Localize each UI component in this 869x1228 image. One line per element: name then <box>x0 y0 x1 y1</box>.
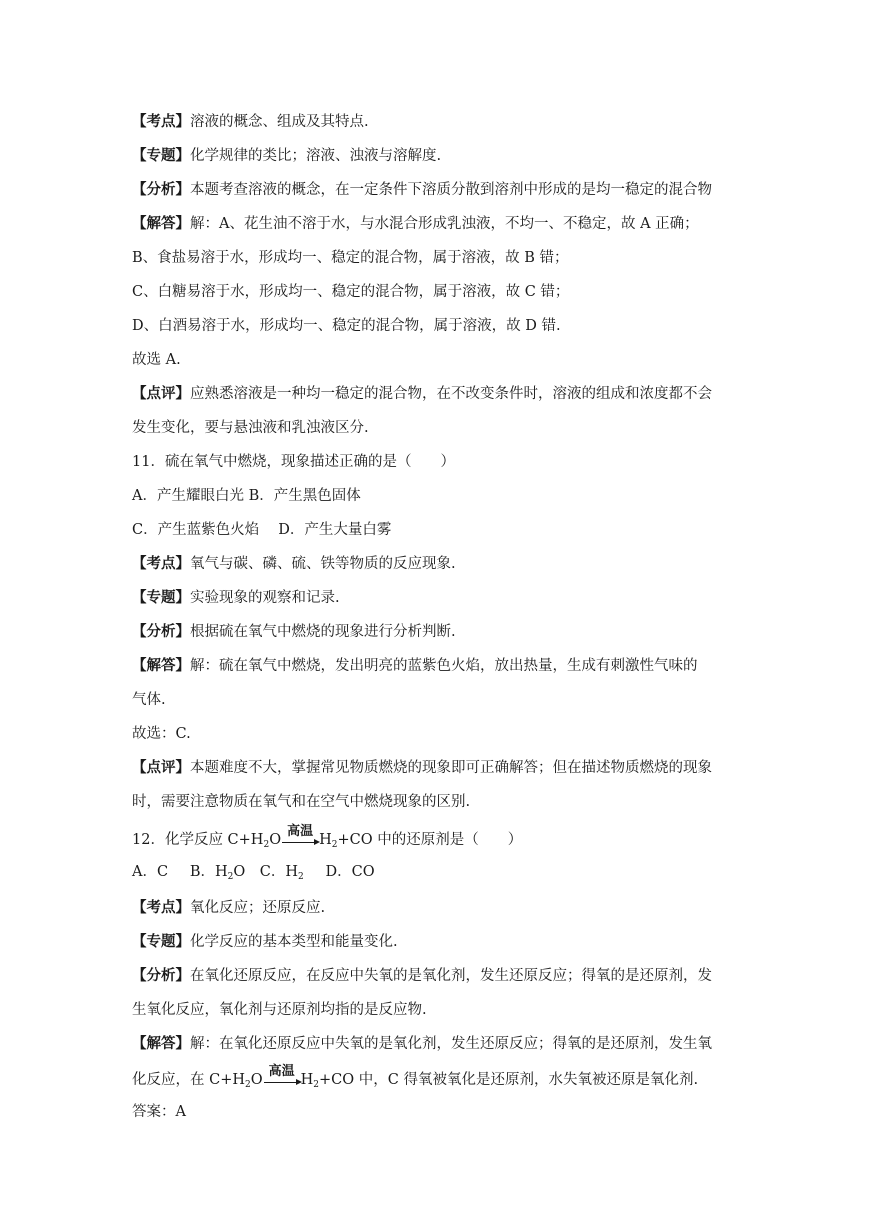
option-b: B．H <box>189 864 228 880</box>
comment-line <box>132 758 752 778</box>
tag-fenxi: 【分析】 <box>132 967 190 984</box>
q12-h: H <box>319 832 332 848</box>
option-d: D．CO <box>325 864 375 880</box>
tag-dianping: 【点评】 <box>132 385 190 402</box>
answer-choice: 故选：C. <box>132 726 191 742</box>
option-c: C．H <box>259 864 299 880</box>
tag-jieda: 【解答】 <box>132 657 190 674</box>
tag-jieda: 【解答】 <box>132 1035 190 1052</box>
tag-dianping: 【点评】 <box>132 759 190 776</box>
comment-line <box>132 384 752 404</box>
subscript: 2 <box>313 1080 320 1090</box>
tag-fenxi: 【分析】 <box>132 181 190 198</box>
subscript: 2 <box>263 840 270 850</box>
final-answer: 答案：A <box>132 1104 186 1120</box>
line-text: 在氧化还原反应，在反应中失氧的是氧化剂，发生还原反应；得氧的是还原剂，发 <box>190 968 712 984</box>
question-11: 11．硫在氧气中燃烧，现象描述正确的是（ ） <box>132 454 455 470</box>
line-text: 本题考查溶液的概念，在一定条件下溶质分散到溶剂中形成的是均一稳定的混合物 <box>190 182 712 198</box>
answer-line <box>132 214 752 234</box>
line-text: 实验现象的观察和记录. <box>190 590 340 606</box>
exam-point-line <box>132 112 752 132</box>
analysis-line <box>132 622 752 642</box>
tag-zhuanti: 【专题】 <box>132 589 190 606</box>
answer-line-cont: 气体. <box>132 692 166 708</box>
line-text: 解：在氧化还原反应中失氧的是氧化剂，发生还原反应；得氧的是还原剂，发生氧 <box>190 1036 712 1052</box>
exam-point-line <box>132 554 752 574</box>
q12-o: O <box>269 832 282 848</box>
subscript: 2 <box>298 872 304 882</box>
line-text: 化学规律的类比；溶液、浊液与溶解度. <box>190 148 442 164</box>
question-12 <box>132 824 752 850</box>
topic-line <box>132 588 752 608</box>
subscript: 2 <box>331 840 338 850</box>
reaction-arrow-icon <box>282 824 318 848</box>
answer-line-cont <box>132 1064 752 1090</box>
answer-line <box>132 1034 752 1054</box>
option-a: A．C <box>132 864 169 880</box>
analysis-line <box>132 180 752 200</box>
d6-suffix: +CO 中，C 得氧被氧化是还原剂，水失氧被还原是氧化剂. <box>319 1072 699 1088</box>
question-11-options-ab: A．产生耀眼白光 B．产生黑色固体 <box>132 488 361 504</box>
analysis-line-cont: 生氧化反应，氧化剂与还原剂均指的是反应物. <box>132 1002 427 1018</box>
tag-kaodian: 【考点】 <box>132 555 190 572</box>
comment-line-cont: 时，需要注意物质在氧气和在空气中燃烧现象的区别. <box>132 794 471 810</box>
line-text: 解：硫在氧气中燃烧，发出明亮的蓝紫色火焰，放出热量，生成有刺激性气味的 <box>190 658 698 674</box>
topic-line <box>132 932 752 952</box>
reaction-condition: 高温 <box>268 1064 295 1079</box>
line-text: 氧化反应；还原反应. <box>190 900 326 916</box>
line-text: 化学反应的基本类型和能量变化. <box>190 934 398 950</box>
line-text: 本题难度不大，掌握常见物质燃烧的现象即可正确解答；但在描述物质燃烧的现象 <box>190 760 712 776</box>
question-12-options <box>132 862 752 882</box>
topic-line <box>132 146 752 166</box>
d6-prefix: 化反应，在 C+H <box>132 1072 245 1088</box>
line-text: 应熟悉溶液是一种均一稳定的混合物，在不改变条件时，溶液的组成和浓度都不会 <box>190 386 712 402</box>
q12-prefix: 12．化学反应 C+H <box>132 832 264 848</box>
arrow-line <box>282 842 318 843</box>
answer-line-c: C、白糖易溶于水，形成均一、稳定的混合物，属于溶液，故 C 错； <box>132 284 570 300</box>
arrow-line <box>264 1082 300 1083</box>
line-text: 根据硫在氧气中燃烧的现象进行分析判断. <box>190 624 456 640</box>
q12-suffix: +CO 中的还原剂是（ ） <box>337 832 523 848</box>
reaction-arrow-icon <box>264 1064 300 1088</box>
tag-fenxi: 【分析】 <box>132 623 190 640</box>
comment-line-cont: 发生变化，要与悬浊液和乳浊液区分. <box>132 420 369 436</box>
tag-zhuanti: 【专题】 <box>132 933 190 950</box>
option-b-suffix: O <box>233 864 246 880</box>
reaction-condition: 高温 <box>287 824 314 839</box>
tag-kaodian: 【考点】 <box>132 113 190 130</box>
subscript: 2 <box>245 1080 251 1090</box>
line-text: 溶液的概念、组成及其特点. <box>190 114 369 130</box>
line-text: 解：A、花生油不溶于水，与水混合形成乳浊液，不均一、不稳定，故 A 正确； <box>190 216 699 232</box>
question-11-options-cd: C．产生蓝紫色火焰 D．产生大量白雾 <box>132 522 392 538</box>
answer-line-b: B、食盐易溶于水，形成均一、稳定的混合物，属于溶液，故 B 错； <box>132 250 569 266</box>
line-text: 氧气与碳、磷、硫、铁等物质的反应现象. <box>190 556 456 572</box>
exam-point-line <box>132 898 752 918</box>
d6-h: H <box>300 1072 314 1088</box>
subscript: 2 <box>227 872 234 882</box>
answer-line-d: D、白酒易溶于水，形成均一、稳定的混合物，属于溶液，故 D 错. <box>132 318 561 334</box>
d6-o: O <box>250 1072 263 1088</box>
tag-zhuanti: 【专题】 <box>132 147 190 164</box>
analysis-line <box>132 966 752 986</box>
answer-line <box>132 656 752 676</box>
tag-jieda: 【解答】 <box>132 215 190 232</box>
tag-kaodian: 【考点】 <box>132 899 190 916</box>
answer-choice: 故选 A. <box>132 352 181 368</box>
